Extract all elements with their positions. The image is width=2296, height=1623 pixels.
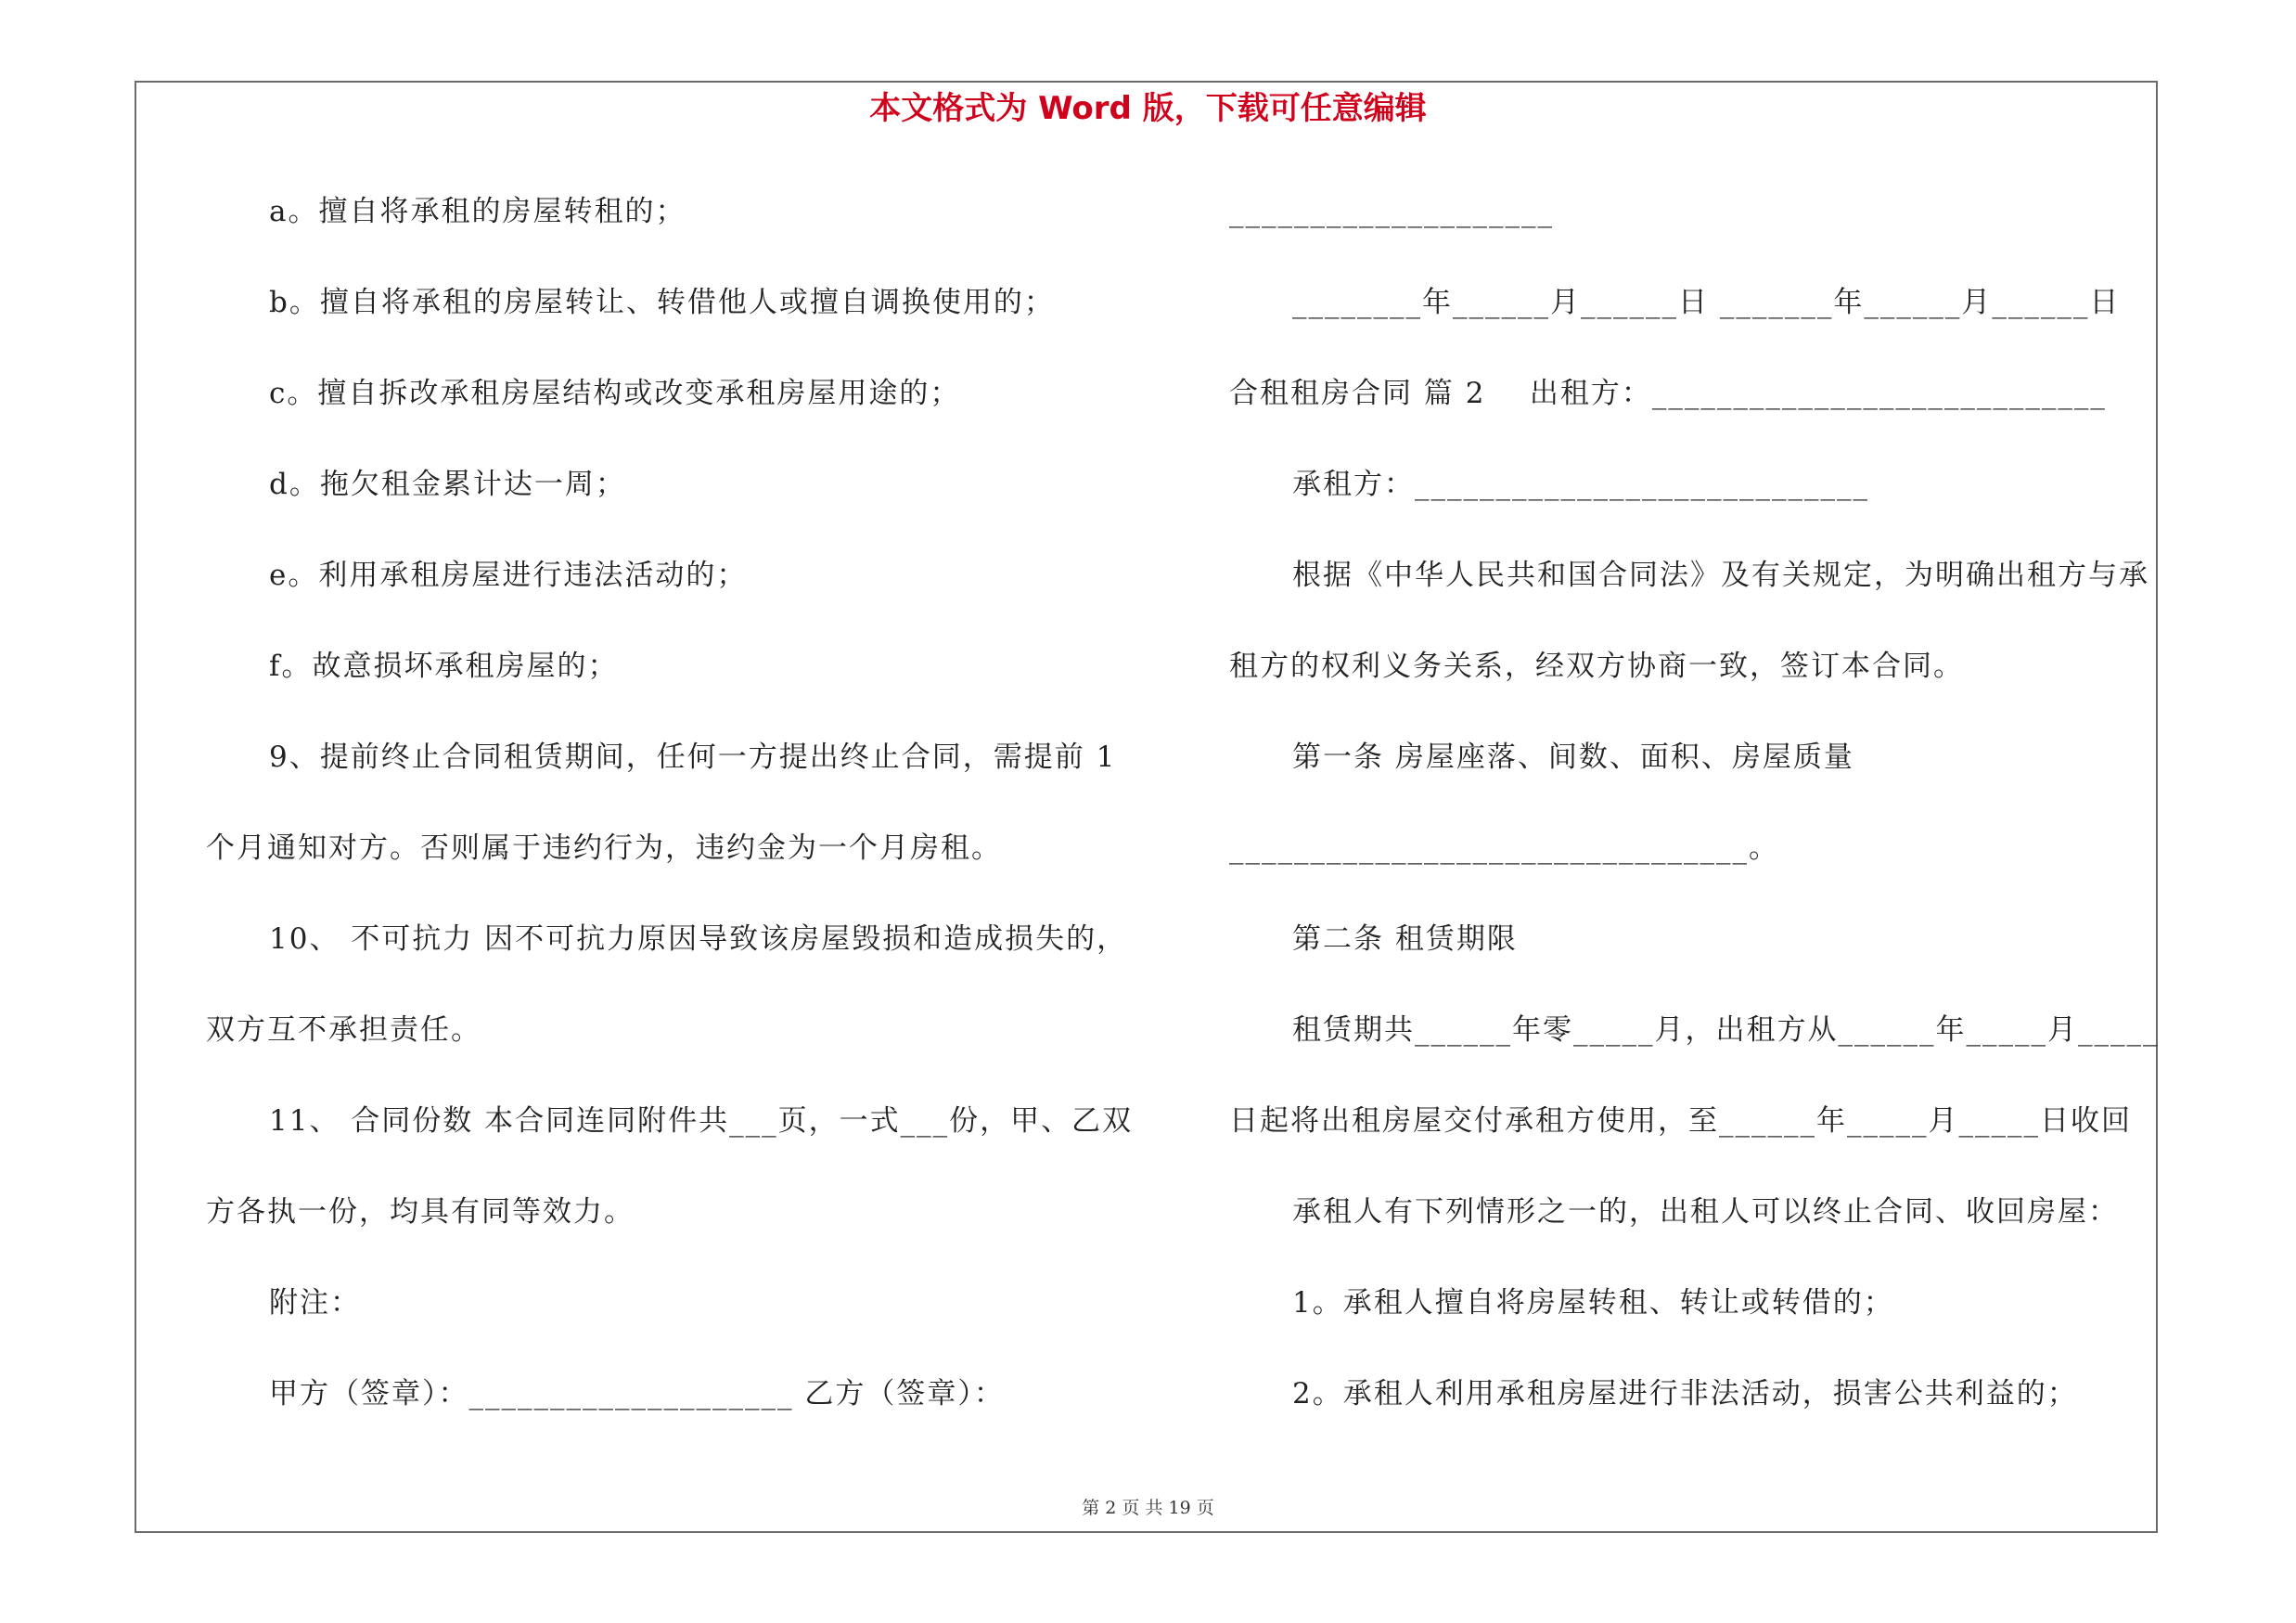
right-line-5: 根据《中华人民共和国合同法》及有关规定，为明确出租方与承 bbox=[1292, 559, 2149, 592]
right-line-12: 承租人有下列情形之一的，出租人可以终止合同、收回房屋： bbox=[1292, 1195, 2119, 1229]
right-line-4: 承租方：____________________________ bbox=[1292, 468, 1869, 501]
left-line-14: 甲方（签章）：____________________ 乙方（签章）： bbox=[269, 1377, 1005, 1410]
left-line-12: 方各执一份，均具有同等效力。 bbox=[206, 1195, 635, 1229]
right-line-1: ____________________ bbox=[1229, 195, 1554, 228]
left-line-4: d。拖欠租金累计达一周； bbox=[269, 468, 626, 501]
left-line-5: e。利用承租房屋进行违法活动的； bbox=[269, 559, 748, 592]
right-line-10: 租赁期共______年零_____月，出租方从______年_____月_____ bbox=[1292, 1013, 2160, 1047]
page-number: 第 2 页 共 19 页 bbox=[1082, 1498, 1214, 1518]
left-line-7: 9、提前终止合同租赁期间，任何一方提出终止合同，需提前 1 bbox=[269, 741, 1117, 774]
left-line-10: 双方互不承担责任。 bbox=[206, 1013, 481, 1047]
left-line-11: 11、 合同份数 本合同连同附件共___页，一式___份，甲、乙双 bbox=[269, 1104, 1134, 1138]
left-line-8: 个月通知对方。否则属于违约行为，违约金为一个月房租。 bbox=[206, 831, 1002, 865]
left-line-6: f。故意损坏承租房屋的； bbox=[269, 650, 619, 683]
left-line-9: 10、 不可抗力 因不可抗力原因导致该房屋毁损和造成损失的， bbox=[269, 922, 1128, 956]
right-line-8: ________________________________。 bbox=[1229, 831, 1779, 865]
left-line-3: c。擅自拆改承租房屋结构或改变承租房屋用途的； bbox=[269, 377, 961, 410]
left-line-2: b。擅自将承租的房屋转让、转借他人或擅自调换使用的； bbox=[269, 286, 1055, 319]
right-line-11: 日起将出租房屋交付承租方使用，至______年_____月_____日收回 bbox=[1229, 1104, 2132, 1138]
right-line-13: 1。承租人擅自将房屋转租、转让或转借的； bbox=[1292, 1286, 1894, 1320]
left-line-13: 附注： bbox=[269, 1286, 361, 1320]
format-banner: 本文格式为 Word 版，下载可任意编辑 bbox=[869, 90, 1427, 127]
right-line-3: 合租租房合同 篇 2 出租方：____________________________ bbox=[1229, 377, 2107, 410]
right-line-6: 租方的权利义务关系，经双方协商一致，签订本合同。 bbox=[1229, 650, 1964, 683]
right-line-7: 第一条 房屋座落、间数、面积、房屋质量 bbox=[1292, 741, 1854, 774]
right-line-14: 2。承租人利用承租房屋进行非法活动，损害公共利益的； bbox=[1292, 1377, 2078, 1410]
left-line-1: a。擅自将承租的房屋转租的； bbox=[269, 195, 686, 228]
right-line-9: 第二条 租赁期限 bbox=[1292, 922, 1518, 956]
right-line-2: ________年______月______日 _______年______月______日 bbox=[1292, 286, 2121, 319]
